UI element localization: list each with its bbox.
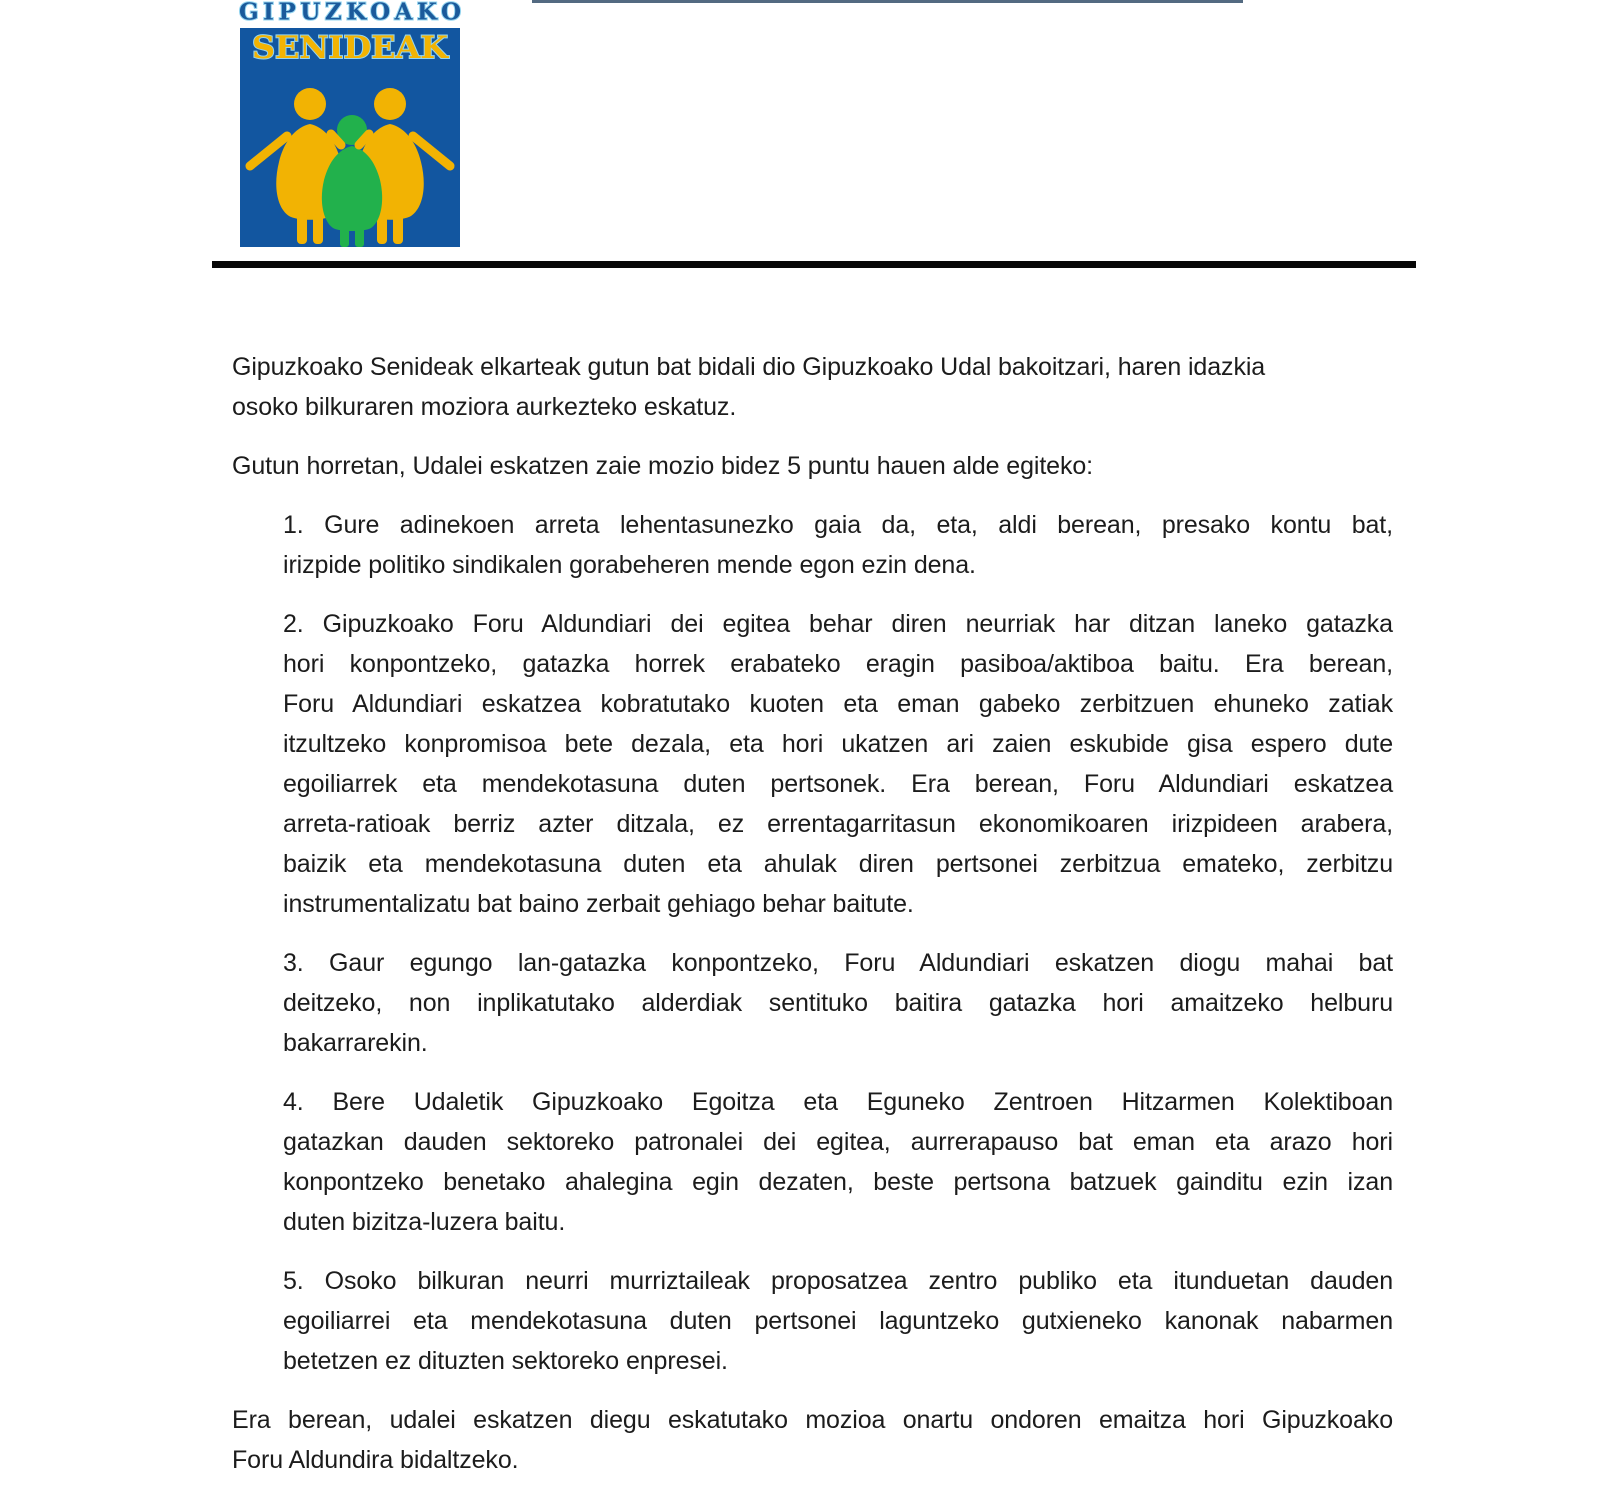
- text-line: arreta-ratioak berriz azter ditzala, ez errentagarritasun ekonomikoaren irizpideen arabera,: [283, 810, 1393, 838]
- text-line: 1. Gure adinekoen arreta lehentasunezko gaia da, eta, aldi berean, presako kontu bat,: [283, 511, 1393, 539]
- logo-graphic: [237, 0, 463, 250]
- text-line: egoiliarrei eta mendekotasuna duten pertsonei laguntzeko gutxieneko kanonak nabarmen: [283, 1307, 1393, 1335]
- text-line: 3. Gaur egungo lan-gatazka konpontzeko, Foru Aldundiari eskatzen diogu mahai bat: [283, 949, 1393, 977]
- text-line: 2. Gipuzkoako Foru Aldundiari dei egitea behar diren neurriak har ditzan laneko gatazka: [283, 610, 1393, 638]
- text-line: Foru Aldundiari eskatzea kobratutako kuoten eta eman gabeko zerbitzuen ehuneko zatiak: [283, 690, 1393, 718]
- list-item-5: [283, 1261, 1393, 1381]
- text-line: deitzeko, non inplikatutako alderdiak sentituko baitira gatazka hori amaitzeko helburu: [283, 989, 1393, 1017]
- text-line: bakarrarekin.: [283, 1029, 428, 1057]
- gipuzkoako-senideak-logo: [237, 0, 463, 250]
- text-line: irizpide politiko sindikalen gorabeheren mende egon ezin dena.: [283, 551, 976, 579]
- text-line: Gutun horretan, Udalei eskatzen zaie mozio bidez 5 puntu hauen alde egiteko:: [232, 452, 1094, 480]
- text-line: Era berean, udalei eskatzen diegu eskatutako mozioa onartu ondoren emaitza hori Gipuzkoako: [232, 1406, 1393, 1434]
- text-line: Foru Aldundira bidaltzeko.: [232, 1446, 519, 1474]
- horizontal-rule: [212, 261, 1416, 268]
- intro-paragraph-2: [232, 446, 1393, 486]
- list-item-4: [283, 1082, 1393, 1242]
- logo-text-senideak: SENIDEAK: [252, 30, 450, 66]
- text-line: osoko bilkuraren moziora aurkezteko eskatuz.: [232, 393, 737, 421]
- intro-paragraph-1: [232, 347, 1393, 427]
- text-line: 4. Bere Udaletik Gipuzkoako Egoitza eta Eguneko Zentroen Hitzarmen Kolektiboan: [283, 1088, 1393, 1116]
- text-line: egoiliarrek eta mendekotasuna duten pertsonek. Era berean, Foru Aldundiari eskatzea: [283, 770, 1393, 798]
- cropped-header-text-remnant: [532, 0, 1243, 3]
- text-line: gatazkan dauden sektoreko patronalei dei egitea, aurrerapauso bat eman eta arazo hori: [283, 1128, 1393, 1156]
- text-line: konpontzeko benetako ahalegina egin dezaten, beste pertsona batzuek gainditu ezin izan: [283, 1168, 1393, 1196]
- text-line: itzultzeko konpromisoa bete dezala, eta hori ukatzen ari zaien eskubide gisa espero dute: [283, 730, 1393, 758]
- text-line: hori konpontzeko, gatazka horrek erabateko eragin pasiboa/aktiboa baitu. Era berean,: [283, 650, 1393, 678]
- list-item-1: [283, 505, 1393, 585]
- text-line: baizik eta mendekotasuna duten eta ahulak diren pertsonei zerbitzua emateko, zerbitzu: [283, 850, 1393, 878]
- letter-body: [232, 347, 1393, 1499]
- closing-paragraph: [232, 1400, 1393, 1480]
- text-line: Gipuzkoako Senideak elkarteak gutun bat bidali dio Gipuzkoako Udal bakoitzari, haren idazkia: [232, 353, 1266, 381]
- text-line: duten bizitza-luzera baitu.: [283, 1208, 566, 1236]
- text-line: instrumentalizatu bat baino zerbait gehiago behar baitute.: [283, 890, 914, 918]
- list-item-3: [283, 943, 1393, 1063]
- text-line: 5. Osoko bilkuran neurri murriztaileak proposatzea zentro publiko eta itunduetan dauden: [283, 1267, 1393, 1295]
- text-line: betetzen ez dituzten sektoreko enpresei.: [283, 1347, 728, 1375]
- list-item-2: [283, 604, 1393, 924]
- logo-text-gipuzkoako: GIPUZKOAKO: [239, 0, 461, 26]
